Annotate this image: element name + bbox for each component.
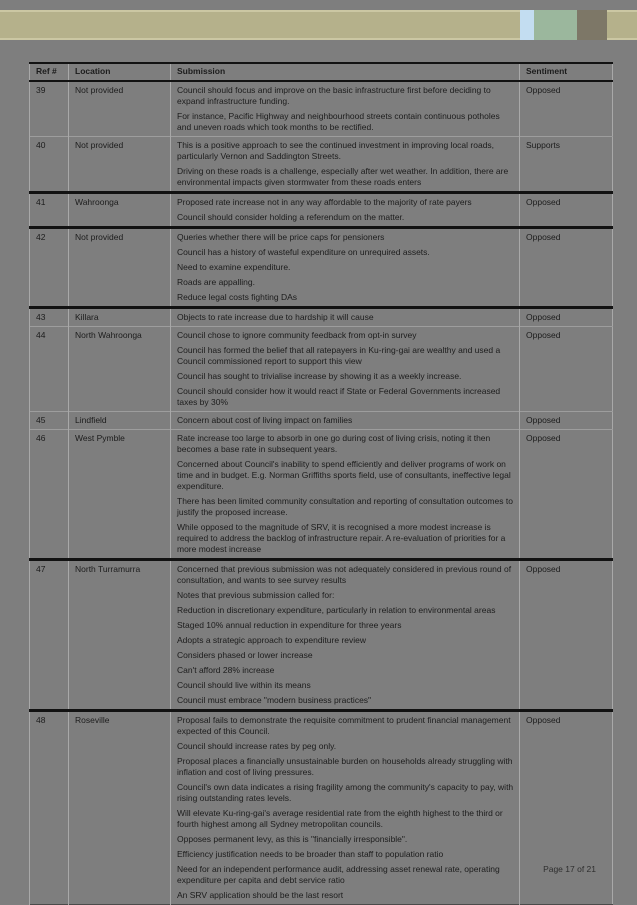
sentiment-cell: Supports: [520, 137, 613, 193]
ref-cell: 43: [30, 308, 69, 327]
submission-paragraph: Council chose to ignore community feedback from opt-in survey: [177, 330, 417, 340]
band-segment-blue: [520, 10, 534, 40]
table-row: [30, 560, 613, 711]
submission-paragraph: Proposal places a financially unsustainable burden on households already struggling with inflation and cost of living pressures.: [177, 756, 513, 777]
column-header-ref: Ref #: [30, 63, 69, 81]
location-cell: West Pymble: [69, 430, 171, 560]
sentiment-cell: Opposed: [520, 81, 613, 137]
location-cell: Not provided: [69, 137, 171, 193]
ref-cell: 40: [30, 137, 69, 193]
submission-cell: [171, 193, 520, 228]
submission-paragraph: Council must embrace "modern business practices": [177, 695, 372, 705]
sentiment-cell: Opposed: [520, 308, 613, 327]
location-cell: North Wahroonga: [69, 327, 171, 412]
submission-paragraph: Can't afford 28% increase: [177, 665, 275, 675]
submission-paragraph: Concerned about Council's inability to spend efficiently and deliver programs of work on time and in budget. E.g. Norman Griffiths sports field, use of consultants, ineffective legal expenditure.: [177, 459, 511, 491]
column-header-submission: Submission: [171, 63, 520, 81]
submission-cell: [171, 560, 520, 711]
table-row: [30, 327, 613, 412]
submission-paragraph: Considers phased or lower increase: [177, 650, 313, 660]
page-number: Page 17 of 21: [543, 864, 596, 874]
table-row: [30, 430, 613, 560]
submission-paragraph: Rate increase too large to absorb in one go during cost of living crisis, noting it then becomes a base rate in subsequent years.: [177, 433, 491, 454]
column-header-location: Location: [69, 63, 171, 81]
submission-cell: [171, 430, 520, 560]
sentiment-cell: Opposed: [520, 327, 613, 412]
ref-cell: 44: [30, 327, 69, 412]
location-cell: Not provided: [69, 81, 171, 137]
submission-paragraph: While opposed to the magnitude of SRV, it is recognised a more modest increase is required to address the backlog of infrastructure repair. A re-evaluation of priorities for a more modest increase: [177, 522, 506, 554]
sentiment-cell: Opposed: [520, 193, 613, 228]
ref-cell: 41: [30, 193, 69, 228]
location-cell: North Turramurra: [69, 560, 171, 711]
table-row: [30, 711, 613, 905]
submission-paragraph: Will elevate Ku-ring-gai's average residential rate from the eighth highest to the third or fourth highest among all Sydney metropolitan councils.: [177, 808, 503, 829]
submission-paragraph: Council has a history of wasteful expenditure on unrequired assets.: [177, 247, 430, 257]
submission-paragraph: This is a positive approach to see the continued investment in improving local roads, particularly Vernon and Saddington Streets.: [177, 140, 495, 161]
submission-paragraph: Council should consider holding a referendum on the matter.: [177, 212, 405, 222]
submission-paragraph: Reduce legal costs fighting DAs: [177, 292, 298, 302]
submission-paragraph: There has been limited community consultation and reporting of consultation outcomes to justify the proposed increase.: [177, 496, 513, 517]
table-header-row: [30, 63, 613, 81]
submission-paragraph: For instance, Pacific Highway and neighbourhood streets contain continuous potholes and uneven roads which took months to be rectified.: [177, 111, 500, 132]
table-row: [30, 81, 613, 137]
column-header-sentiment: Sentiment: [520, 63, 613, 81]
submission-paragraph: Concerned that previous submission was not adequately considered in previous round of consultation, and wants to see survey results: [177, 564, 512, 585]
submission-cell: [171, 228, 520, 308]
submission-paragraph: Need for an independent performance audit, addressing asset renewal rate, operating expenditure per capita and debt service ratio: [177, 864, 500, 885]
submission-paragraph: Concern about cost of living impact on families: [177, 415, 353, 425]
submissions-table: [29, 62, 613, 905]
submission-paragraph: Need to examine expenditure.: [177, 262, 291, 272]
submission-paragraph: Council should increase rates by peg only.: [177, 741, 337, 751]
sentiment-cell: Opposed: [520, 711, 613, 905]
submission-cell: [171, 327, 520, 412]
table-row: [30, 412, 613, 430]
submission-paragraph: Efficiency justification needs to be broader than staff to population ratio: [177, 849, 444, 859]
sentiment-cell: Opposed: [520, 560, 613, 711]
submission-paragraph: Driving on these roads is a challenge, especially after wet weather. In addition, there are environmental impacts given stormwater from these roads enters: [177, 166, 509, 187]
decorative-header-band: [0, 10, 637, 40]
submission-paragraph: Council should live within its means: [177, 680, 311, 690]
submission-paragraph: Staged 10% annual reduction in expenditure for three years: [177, 620, 402, 630]
ref-cell: 42: [30, 228, 69, 308]
submission-cell: [171, 711, 520, 905]
ref-cell: 39: [30, 81, 69, 137]
submission-cell: [171, 308, 520, 327]
band-segment-dark: [577, 10, 607, 40]
ref-cell: 46: [30, 430, 69, 560]
table-body: [30, 81, 613, 905]
sentiment-cell: Opposed: [520, 228, 613, 308]
submission-cell: [171, 412, 520, 430]
submission-paragraph: Proposal fails to demonstrate the requisite commitment to prudent financial management expected of this Council.: [177, 715, 511, 736]
submission-paragraph: Notes that previous submission called for:: [177, 590, 335, 600]
submission-paragraph: Adopts a strategic approach to expenditure review: [177, 635, 367, 645]
ref-cell: 47: [30, 560, 69, 711]
sentiment-cell: Opposed: [520, 430, 613, 560]
table-row: [30, 228, 613, 308]
location-cell: Not provided: [69, 228, 171, 308]
submission-paragraph: Council should focus and improve on the basic infrastructure first before deciding to expand infrastructure funding.: [177, 85, 491, 106]
submission-paragraph: Queries whether there will be price caps for pensioners: [177, 232, 385, 242]
submission-paragraph: Objects to rate increase due to hardship it will cause: [177, 312, 374, 322]
ref-cell: 45: [30, 412, 69, 430]
location-cell: Lindfield: [69, 412, 171, 430]
table-row: [30, 308, 613, 327]
submission-cell: [171, 137, 520, 193]
sentiment-cell: Opposed: [520, 412, 613, 430]
location-cell: Roseville: [69, 711, 171, 905]
submission-paragraph: Council's own data indicates a rising fragility among the community's capacity to pay, with rising outstanding rates levels.: [177, 782, 514, 803]
submission-paragraph: An SRV application should be the last resort: [177, 890, 344, 900]
submission-paragraph: Proposed rate increase not in any way affordable to the majority of rate payers: [177, 197, 472, 207]
submission-cell: [171, 81, 520, 137]
submission-paragraph: Roads are appalling.: [177, 277, 255, 287]
band-segment-green: [534, 10, 577, 40]
submission-paragraph: Council has sought to trivialise increase by showing it as a weekly increase.: [177, 371, 462, 381]
location-cell: Wahroonga: [69, 193, 171, 228]
submission-paragraph: Council has formed the belief that all ratepayers in Ku-ring-gai are wealthy and used a Council commissioned report to support this view: [177, 345, 501, 366]
table-row: [30, 137, 613, 193]
submission-paragraph: Council should consider how it would react if State or Federal Governments increased taxes by 30%: [177, 386, 501, 407]
submission-paragraph: Opposes permanent levy, as this is "financially irresponsible".: [177, 834, 408, 844]
submission-paragraph: Reduction in discretionary expenditure, particularly in relation to environmental areas: [177, 605, 496, 615]
ref-cell: 48: [30, 711, 69, 905]
location-cell: Killara: [69, 308, 171, 327]
table-row: [30, 193, 613, 228]
